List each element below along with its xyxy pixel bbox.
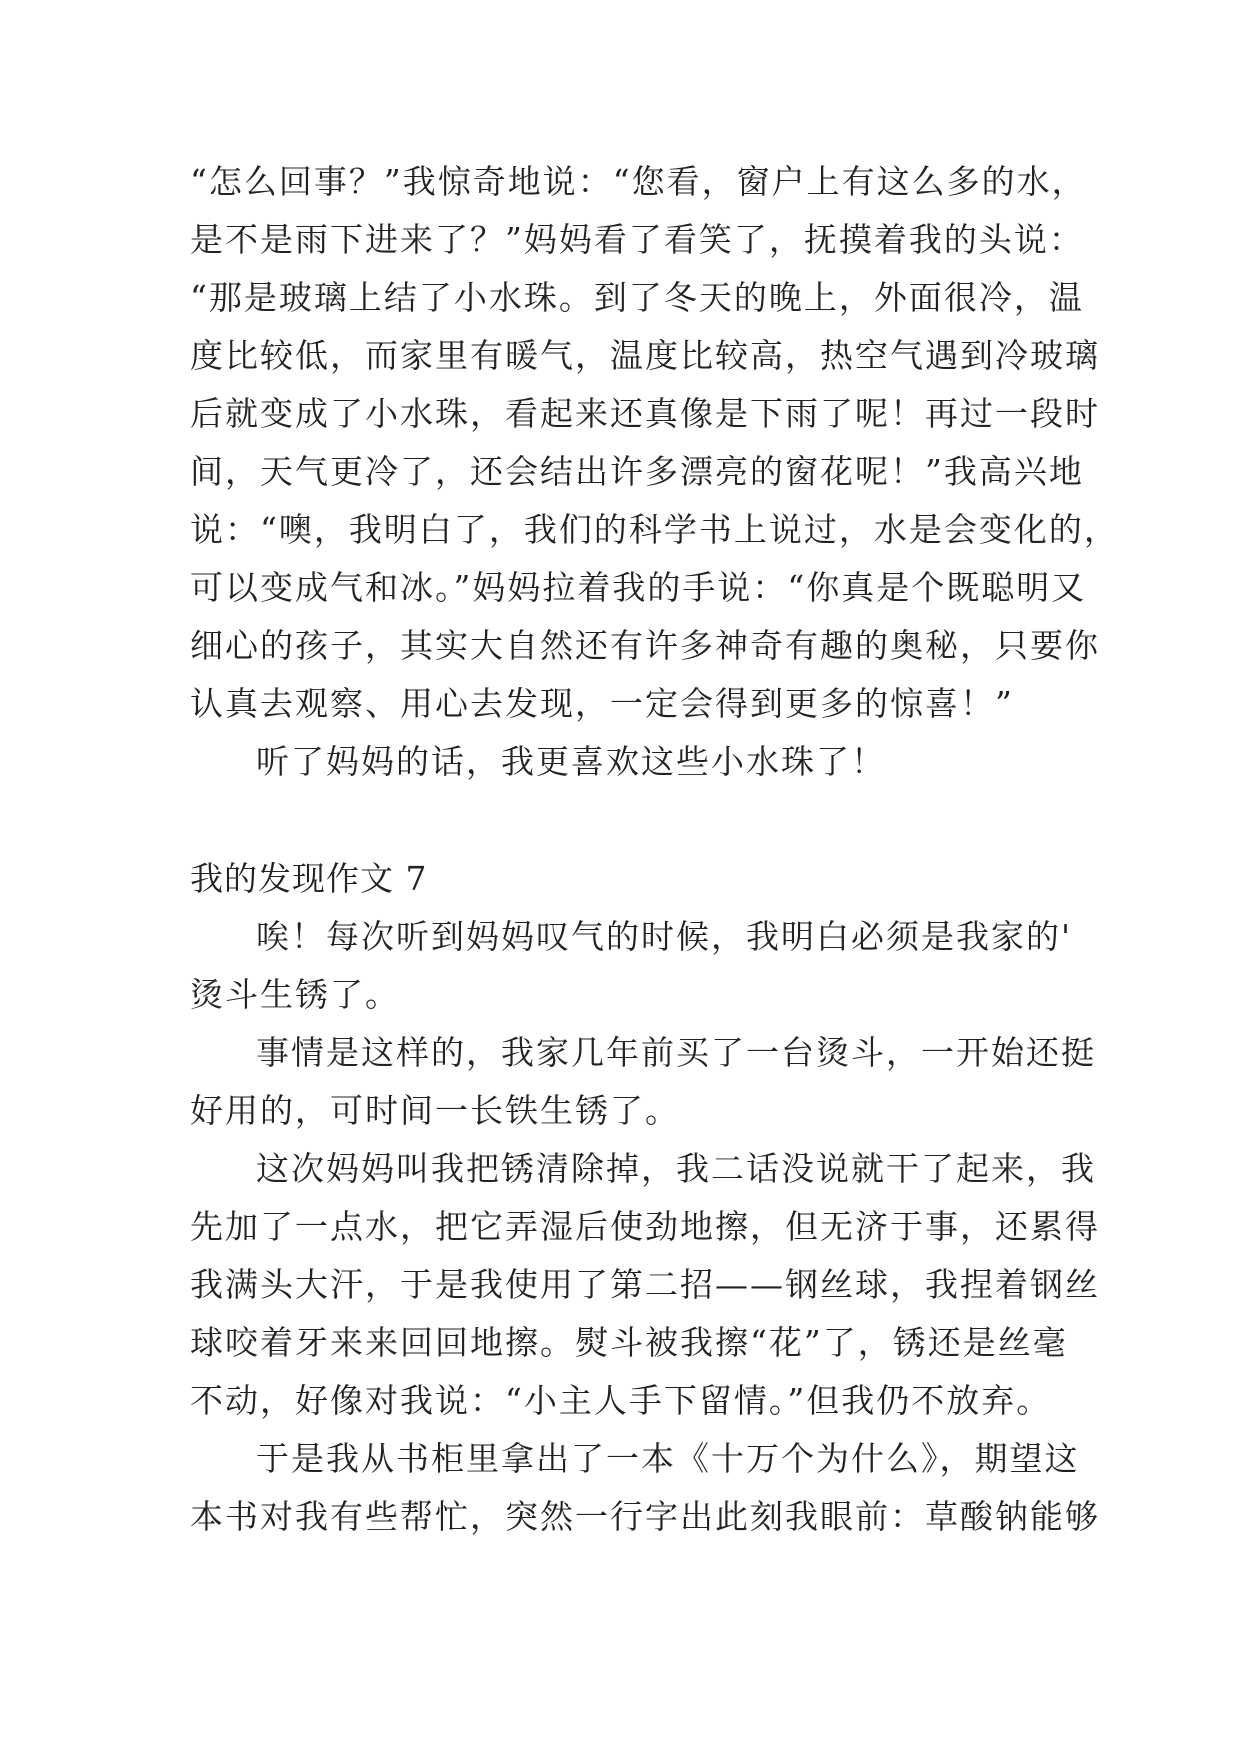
paragraph-first-line: 唉！每次听到妈妈叹气的时候，我明白必须是我家的' [256, 917, 1073, 956]
section-heading: 我的发现作文 7 [190, 859, 428, 898]
text-line: 好用的，可时间一长铁生锈了。 [190, 1091, 680, 1130]
text-line: “怎么回事？”我惊奇地说：“您看，窗户上有这么多的水， [190, 162, 1087, 201]
text-line: 度比较低，而家里有暖气，温度比较高，热空气遇到冷玻璃 [190, 336, 1100, 375]
text-line: “那是玻璃上结了小水珠。到了冬天的晚上，外面很冷，温 [190, 278, 1084, 317]
text-line: 本书对我有些帮忙，突然一行字出此刻我眼前：草酸钠能够 [190, 1497, 1100, 1536]
text-line: 后就变成了小水珠，看起来还真像是下雨了呢！再过一段时 [190, 394, 1100, 433]
text-line: 可以变成气和冰。”妈妈拉着我的手说：“你真是个既聪明又 [190, 568, 1087, 607]
text-line: 认真去观察、用心去发现，一定会得到更多的惊喜！” [190, 684, 1014, 723]
text-line: 细心的孩子，其实大自然还有许多神奇有趣的奥秘，只要你 [190, 626, 1100, 665]
text-line: 是不是雨下进来了？”妈妈看了看笑了，抚摸着我的头说： [190, 220, 1084, 259]
text-line: 先加了一点水，把它弄湿后使劲地擦，但无济于事，还累得 [190, 1207, 1100, 1246]
text-line: 烫斗生锈了。 [190, 975, 400, 1014]
text-line: 间，天气更冷了，还会结出许多漂亮的窗花呢！”我高兴地 [190, 452, 1084, 491]
text-line: 球咬着牙来来回回地擦。熨斗被我擦“花”了，锈还是丝毫 [190, 1323, 1068, 1362]
text-line: 说：“噢，我明白了，我们的科学书上说过，水是会变化的， [190, 510, 1119, 549]
paragraph-first-line: 这次妈妈叫我把锈清除掉，我二话没说就干了起来，我 [256, 1149, 1096, 1188]
text-line: 我满头大汗，于是我使用了第二招——钢丝球，我捏着钢丝 [190, 1265, 1100, 1304]
text-line: 不动，好像对我说：“小主人手下留情。”但我仍不放弃。 [190, 1381, 1052, 1420]
paragraph-first-line: 听了妈妈的话，我更喜欢这些小水珠了！ [256, 742, 886, 781]
paragraph-first-line: 事情是这样的，我家几年前买了一台烫斗，一开始还挺 [256, 1033, 1096, 1072]
paragraph-first-line: 于是我从书柜里拿出了一本《十万个为什么》，期望这 [256, 1439, 1080, 1478]
